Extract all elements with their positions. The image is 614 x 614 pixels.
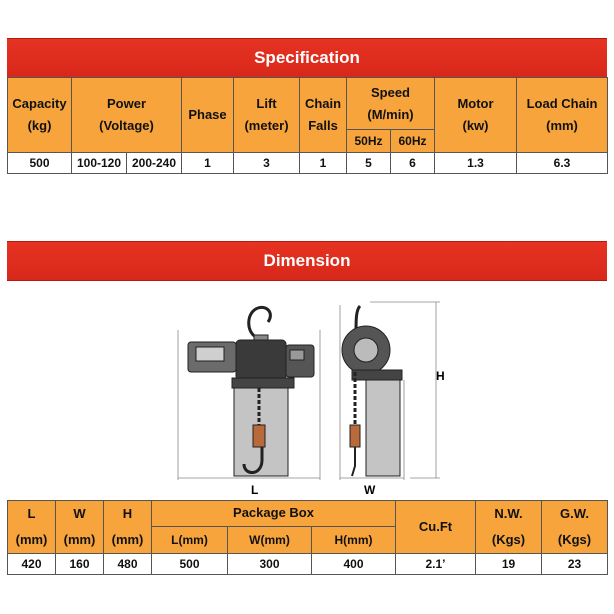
header-package-w: W(mm) bbox=[228, 526, 312, 553]
value-dim-w: 160 bbox=[56, 554, 104, 575]
value-package-l: 500 bbox=[152, 554, 228, 575]
value-power-a: 100-120 bbox=[72, 153, 127, 174]
value-load-chain: 6.3 bbox=[517, 153, 608, 174]
header-load-chain: Load Chain (mm) bbox=[517, 78, 608, 153]
value-capacity: 500 bbox=[8, 153, 72, 174]
header-dim-l: L (mm) bbox=[8, 501, 56, 554]
front-view-hoist bbox=[188, 307, 314, 476]
header-cuft: Cu.Ft bbox=[396, 501, 476, 554]
header-lift: Lift (meter) bbox=[234, 78, 300, 153]
label-h: H bbox=[436, 369, 445, 383]
specification-banner bbox=[7, 38, 607, 78]
header-capacity: Capacity (kg) bbox=[8, 78, 72, 153]
header-speed-60hz: 60Hz bbox=[391, 130, 435, 153]
hoist-dimension-diagram bbox=[0, 292, 614, 512]
value-lift: 3 bbox=[234, 153, 300, 174]
side-view-hoist bbox=[342, 306, 402, 476]
header-dim-w: W (mm) bbox=[56, 501, 104, 554]
label-w: W bbox=[364, 483, 376, 497]
value-chain-falls: 1 bbox=[300, 153, 347, 174]
value-gw: 23 bbox=[542, 554, 608, 575]
value-package-w: 300 bbox=[228, 554, 312, 575]
header-phase: Phase bbox=[182, 78, 234, 153]
value-package-h: 400 bbox=[312, 554, 396, 575]
value-speed-60hz: 6 bbox=[391, 153, 435, 174]
value-speed-50hz: 5 bbox=[347, 153, 391, 174]
header-package-box: Package Box bbox=[152, 501, 396, 527]
dimension-title: Dimension bbox=[263, 251, 351, 270]
value-cuft: 2.1’ bbox=[396, 554, 476, 575]
header-chain-falls: Chain Falls bbox=[300, 78, 347, 153]
label-l: L bbox=[251, 483, 259, 497]
header-speed: Speed (M/min) bbox=[347, 78, 435, 130]
header-dim-h: H (mm) bbox=[104, 501, 152, 554]
value-power-b: 200-240 bbox=[127, 153, 182, 174]
value-phase: 1 bbox=[182, 153, 234, 174]
header-package-l: L(mm) bbox=[152, 526, 228, 553]
value-nw: 19 bbox=[476, 554, 542, 575]
specification-title: Specification bbox=[254, 48, 360, 67]
value-motor: 1.3 bbox=[435, 153, 517, 174]
header-motor: Motor (kw) bbox=[435, 78, 517, 153]
value-dim-l: 420 bbox=[8, 554, 56, 575]
header-power: Power (Voltage) bbox=[72, 78, 182, 153]
dimension-table bbox=[7, 500, 608, 575]
header-gw: G.W. (Kgs) bbox=[542, 501, 608, 554]
header-speed-50hz: 50Hz bbox=[347, 130, 391, 153]
header-nw: N.W. (Kgs) bbox=[476, 501, 542, 554]
specification-table bbox=[7, 77, 608, 174]
value-dim-h: 480 bbox=[104, 554, 152, 575]
dimension-banner bbox=[7, 241, 607, 281]
header-package-h: H(mm) bbox=[312, 526, 396, 553]
